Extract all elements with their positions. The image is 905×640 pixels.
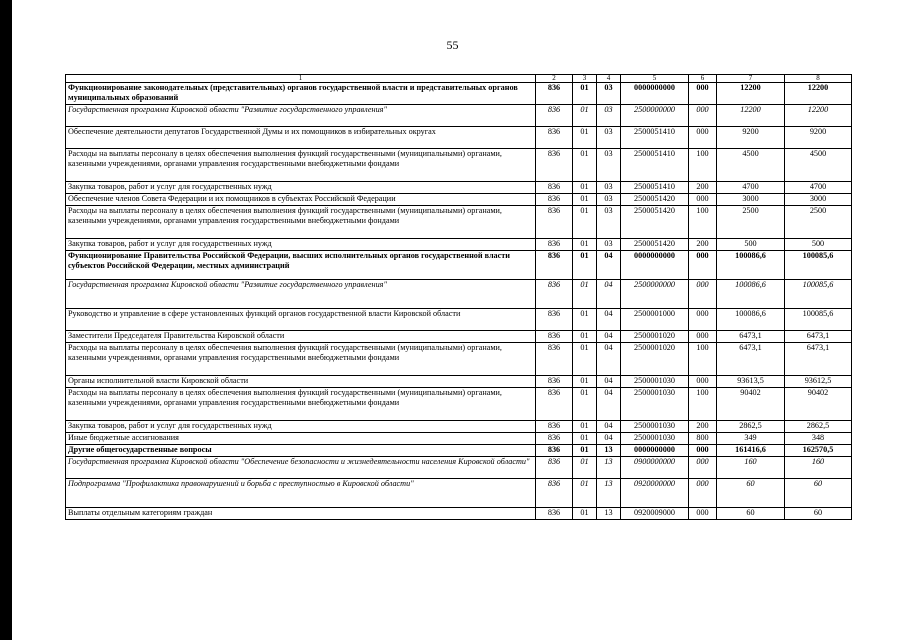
- expense-type-cell: 100: [689, 388, 717, 421]
- amount-year1-cell: 161416,6: [717, 445, 785, 457]
- amount-year2-cell: 100085,6: [785, 251, 852, 280]
- subsection-code-cell: 03: [597, 182, 621, 194]
- subsection-code-cell: 03: [597, 149, 621, 182]
- amount-year1-cell: 6473,1: [717, 331, 785, 343]
- target-article-cell: 2500051420: [621, 206, 689, 239]
- amount-year1-cell: 60: [717, 479, 785, 508]
- amount-year1-cell: 6473,1: [717, 343, 785, 376]
- section-code-cell: 01: [573, 309, 597, 331]
- expense-type-cell: 000: [689, 194, 717, 206]
- section-code-cell: 01: [573, 508, 597, 520]
- amount-year2-cell: 93612,5: [785, 376, 852, 388]
- ministry-code-cell: 836: [536, 127, 573, 149]
- table-header-row: [66, 75, 852, 83]
- ministry-code-cell: 836: [536, 83, 573, 105]
- expense-type-cell: 000: [689, 457, 717, 479]
- amount-year1-cell: 4700: [717, 182, 785, 194]
- expense-type-cell: 200: [689, 239, 717, 251]
- target-article-cell: 2500001030: [621, 433, 689, 445]
- section-code-cell: 01: [573, 280, 597, 309]
- section-code-cell: 01: [573, 239, 597, 251]
- row-name-cell: Государственная программа Кировской области "Развитие государственного управления": [66, 105, 536, 127]
- section-code-cell: 01: [573, 457, 597, 479]
- subsection-code-cell: 13: [597, 508, 621, 520]
- row-name-cell: Заместители Председателя Правительства Кировской области: [66, 331, 536, 343]
- amount-year2-cell: 162570,5: [785, 445, 852, 457]
- ministry-code-cell: 836: [536, 251, 573, 280]
- section-code-cell: 01: [573, 251, 597, 280]
- subsection-code-cell: 04: [597, 331, 621, 343]
- expense-type-cell: 200: [689, 182, 717, 194]
- subsection-code-cell: 04: [597, 388, 621, 421]
- ministry-code-cell: 836: [536, 445, 573, 457]
- expense-type-cell: 000: [689, 127, 717, 149]
- subsection-code-cell: 03: [597, 194, 621, 206]
- row-name-cell: Закупка товаров, работ и услуг для государственных нужд: [66, 421, 536, 433]
- amount-year1-cell: 160: [717, 457, 785, 479]
- table-row: [66, 331, 852, 343]
- table-row: [66, 343, 852, 376]
- table-row: [66, 445, 852, 457]
- ministry-code-cell: 836: [536, 105, 573, 127]
- target-article-cell: 0920000000: [621, 479, 689, 508]
- subsection-code-cell: 03: [597, 127, 621, 149]
- header-cell: 2: [536, 75, 573, 83]
- target-article-cell: 2500001020: [621, 331, 689, 343]
- subsection-code-cell: 04: [597, 376, 621, 388]
- table-row: [66, 433, 852, 445]
- row-name-cell: Закупка товаров, работ и услуг для государственных нужд: [66, 182, 536, 194]
- amount-year2-cell: 6473,1: [785, 331, 852, 343]
- header-cell: 1: [66, 75, 536, 83]
- table-row: [66, 251, 852, 280]
- table-row: [66, 457, 852, 479]
- ministry-code-cell: 836: [536, 421, 573, 433]
- subsection-code-cell: 04: [597, 309, 621, 331]
- expense-type-cell: 000: [689, 83, 717, 105]
- target-article-cell: 0000000000: [621, 83, 689, 105]
- amount-year1-cell: 500: [717, 239, 785, 251]
- amount-year2-cell: 160: [785, 457, 852, 479]
- table-row: [66, 127, 852, 149]
- target-article-cell: 2500001030: [621, 421, 689, 433]
- ministry-code-cell: 836: [536, 280, 573, 309]
- table-row: [66, 388, 852, 421]
- table-row: [66, 479, 852, 508]
- expense-type-cell: 000: [689, 331, 717, 343]
- amount-year1-cell: 100086,6: [717, 280, 785, 309]
- ministry-code-cell: 836: [536, 343, 573, 376]
- target-article-cell: 2500001020: [621, 343, 689, 376]
- header-cell: 7: [717, 75, 785, 83]
- subsection-code-cell: 04: [597, 251, 621, 280]
- subsection-code-cell: 04: [597, 280, 621, 309]
- expense-type-cell: 100: [689, 343, 717, 376]
- table-row: [66, 421, 852, 433]
- target-article-cell: 2500001030: [621, 376, 689, 388]
- section-code-cell: 01: [573, 331, 597, 343]
- amount-year2-cell: 348: [785, 433, 852, 445]
- subsection-code-cell: 04: [597, 433, 621, 445]
- subsection-code-cell: 04: [597, 421, 621, 433]
- section-code-cell: 01: [573, 388, 597, 421]
- row-name-cell: Государственная программа Кировской области "Обеспечение безопасности и жизнедеятельности населения Кировской области": [66, 457, 536, 479]
- table-row: [66, 83, 852, 105]
- table-row: [66, 182, 852, 194]
- target-article-cell: 2500000000: [621, 280, 689, 309]
- header-cell: 4: [597, 75, 621, 83]
- ministry-code-cell: 836: [536, 331, 573, 343]
- ministry-code-cell: 836: [536, 508, 573, 520]
- ministry-code-cell: 836: [536, 479, 573, 508]
- table-body: [66, 83, 852, 520]
- section-code-cell: 01: [573, 421, 597, 433]
- target-article-cell: 2500051410: [621, 127, 689, 149]
- section-code-cell: 01: [573, 445, 597, 457]
- table-row: [66, 508, 852, 520]
- table-row: [66, 376, 852, 388]
- target-article-cell: 2500051420: [621, 239, 689, 251]
- ministry-code-cell: 836: [536, 376, 573, 388]
- row-name-cell: Другие общегосударственные вопросы: [66, 445, 536, 457]
- target-article-cell: 0920009000: [621, 508, 689, 520]
- amount-year2-cell: 4500: [785, 149, 852, 182]
- subsection-code-cell: 03: [597, 83, 621, 105]
- target-article-cell: 0900000000: [621, 457, 689, 479]
- row-name-cell: Расходы на выплаты персоналу в целях обеспечения выполнения функций государственными (муниципальными) органами, казенными учреждениями, органами управления государственными внебюджетными фондами: [66, 149, 536, 182]
- amount-year1-cell: 100086,6: [717, 251, 785, 280]
- target-article-cell: 0000000000: [621, 251, 689, 280]
- section-code-cell: 01: [573, 433, 597, 445]
- ministry-code-cell: 836: [536, 149, 573, 182]
- amount-year1-cell: 100086,6: [717, 309, 785, 331]
- row-name-cell: Иные бюджетные ассигнования: [66, 433, 536, 445]
- row-name-cell: Обеспечение деятельности депутатов Государственной Думы и их помощников в избирательных округах: [66, 127, 536, 149]
- section-code-cell: 01: [573, 149, 597, 182]
- target-article-cell: 2500001030: [621, 388, 689, 421]
- amount-year1-cell: 2500: [717, 206, 785, 239]
- amount-year2-cell: 60: [785, 508, 852, 520]
- page-number: 55: [446, 38, 459, 52]
- subsection-code-cell: 04: [597, 343, 621, 376]
- ministry-code-cell: 836: [536, 182, 573, 194]
- amount-year1-cell: 349: [717, 433, 785, 445]
- section-code-cell: 01: [573, 343, 597, 376]
- expense-type-cell: 800: [689, 433, 717, 445]
- scan-edge-bar: [0, 0, 12, 640]
- ministry-code-cell: 836: [536, 457, 573, 479]
- subsection-code-cell: 03: [597, 239, 621, 251]
- table-row: [66, 105, 852, 127]
- section-code-cell: 01: [573, 479, 597, 508]
- subsection-code-cell: 03: [597, 206, 621, 239]
- table-row: [66, 280, 852, 309]
- amount-year2-cell: 2862,5: [785, 421, 852, 433]
- ministry-code-cell: 836: [536, 239, 573, 251]
- subsection-code-cell: 13: [597, 479, 621, 508]
- ministry-code-cell: 836: [536, 433, 573, 445]
- section-code-cell: 01: [573, 182, 597, 194]
- row-name-cell: Расходы на выплаты персоналу в целях обеспечения выполнения функций государственными (муниципальными) органами, казенными учреждениями, органами управления государственными внебюджетными фондами: [66, 343, 536, 376]
- table-row: [66, 206, 852, 239]
- row-name-cell: Обеспечение членов Совета Федерации и их помощников в субъектах Российской Федерации: [66, 194, 536, 206]
- amount-year2-cell: 100085,6: [785, 280, 852, 309]
- target-article-cell: 2500000000: [621, 105, 689, 127]
- amount-year2-cell: 4700: [785, 182, 852, 194]
- budget-table: [65, 74, 852, 520]
- expense-type-cell: 000: [689, 445, 717, 457]
- row-name-cell: Государственная программа Кировской области "Развитие государственного управления": [66, 280, 536, 309]
- target-article-cell: 2500051420: [621, 194, 689, 206]
- ministry-code-cell: 836: [536, 388, 573, 421]
- section-code-cell: 01: [573, 83, 597, 105]
- amount-year1-cell: 3000: [717, 194, 785, 206]
- target-article-cell: 2500051410: [621, 182, 689, 194]
- header-cell: 3: [573, 75, 597, 83]
- row-name-cell: Органы исполнительной власти Кировской области: [66, 376, 536, 388]
- table-row: [66, 194, 852, 206]
- header-cell: 6: [689, 75, 717, 83]
- ministry-code-cell: 836: [536, 309, 573, 331]
- amount-year1-cell: 4500: [717, 149, 785, 182]
- amount-year1-cell: 90402: [717, 388, 785, 421]
- ministry-code-cell: 836: [536, 194, 573, 206]
- row-name-cell: Выплаты отдельным категориям граждан: [66, 508, 536, 520]
- section-code-cell: 01: [573, 376, 597, 388]
- amount-year2-cell: 90402: [785, 388, 852, 421]
- expense-type-cell: 100: [689, 149, 717, 182]
- row-name-cell: Функционирование Правительства Российской Федерации, высших исполнительных органов государственной власти субъектов Российской Федерации, местных администраций: [66, 251, 536, 280]
- expense-type-cell: 200: [689, 421, 717, 433]
- amount-year2-cell: 2500: [785, 206, 852, 239]
- subsection-code-cell: 13: [597, 457, 621, 479]
- expense-type-cell: 000: [689, 280, 717, 309]
- section-code-cell: 01: [573, 206, 597, 239]
- section-code-cell: 01: [573, 194, 597, 206]
- amount-year1-cell: 9200: [717, 127, 785, 149]
- table-row: [66, 309, 852, 331]
- row-name-cell: Руководство и управление в сфере установленных функций органов государственной власти Кировской области: [66, 309, 536, 331]
- amount-year1-cell: 93613,5: [717, 376, 785, 388]
- amount-year2-cell: 6473,1: [785, 343, 852, 376]
- ministry-code-cell: 836: [536, 206, 573, 239]
- amount-year1-cell: 60: [717, 508, 785, 520]
- subsection-code-cell: 03: [597, 105, 621, 127]
- amount-year1-cell: 12200: [717, 105, 785, 127]
- row-name-cell: Расходы на выплаты персоналу в целях обеспечения выполнения функций государственными (муниципальными) органами, казенными учреждениями, органами управления государственными внебюджетными фондами: [66, 388, 536, 421]
- header-cell: 8: [785, 75, 852, 83]
- amount-year1-cell: 12200: [717, 83, 785, 105]
- amount-year2-cell: 100085,6: [785, 309, 852, 331]
- amount-year2-cell: 12200: [785, 83, 852, 105]
- expense-type-cell: 000: [689, 105, 717, 127]
- subsection-code-cell: 13: [597, 445, 621, 457]
- expense-type-cell: 000: [689, 251, 717, 280]
- amount-year2-cell: 12200: [785, 105, 852, 127]
- amount-year2-cell: 3000: [785, 194, 852, 206]
- expense-type-cell: 000: [689, 508, 717, 520]
- section-code-cell: 01: [573, 127, 597, 149]
- row-name-cell: Функционирование законодательных (представительных) органов государственной власти и представительных органов муниципальных образований: [66, 83, 536, 105]
- table-row: [66, 149, 852, 182]
- target-article-cell: 2500001000: [621, 309, 689, 331]
- amount-year2-cell: 60: [785, 479, 852, 508]
- row-name-cell: Закупка товаров, работ и услуг для государственных нужд: [66, 239, 536, 251]
- expense-type-cell: 000: [689, 376, 717, 388]
- expense-type-cell: 100: [689, 206, 717, 239]
- amount-year1-cell: 2862,5: [717, 421, 785, 433]
- amount-year2-cell: 500: [785, 239, 852, 251]
- target-article-cell: 2500051410: [621, 149, 689, 182]
- expense-type-cell: 000: [689, 309, 717, 331]
- amount-year2-cell: 9200: [785, 127, 852, 149]
- section-code-cell: 01: [573, 105, 597, 127]
- row-name-cell: Подпрограмма "Профилактика правонарушений и борьба с преступностью в Кировской области": [66, 479, 536, 508]
- header-cell: 5: [621, 75, 689, 83]
- expense-type-cell: 000: [689, 479, 717, 508]
- row-name-cell: Расходы на выплаты персоналу в целях обеспечения выполнения функций государственными (муниципальными) органами, казенными учреждениями, органами управления государственными внебюджетными фондами: [66, 206, 536, 239]
- target-article-cell: 0000000000: [621, 445, 689, 457]
- table-row: [66, 239, 852, 251]
